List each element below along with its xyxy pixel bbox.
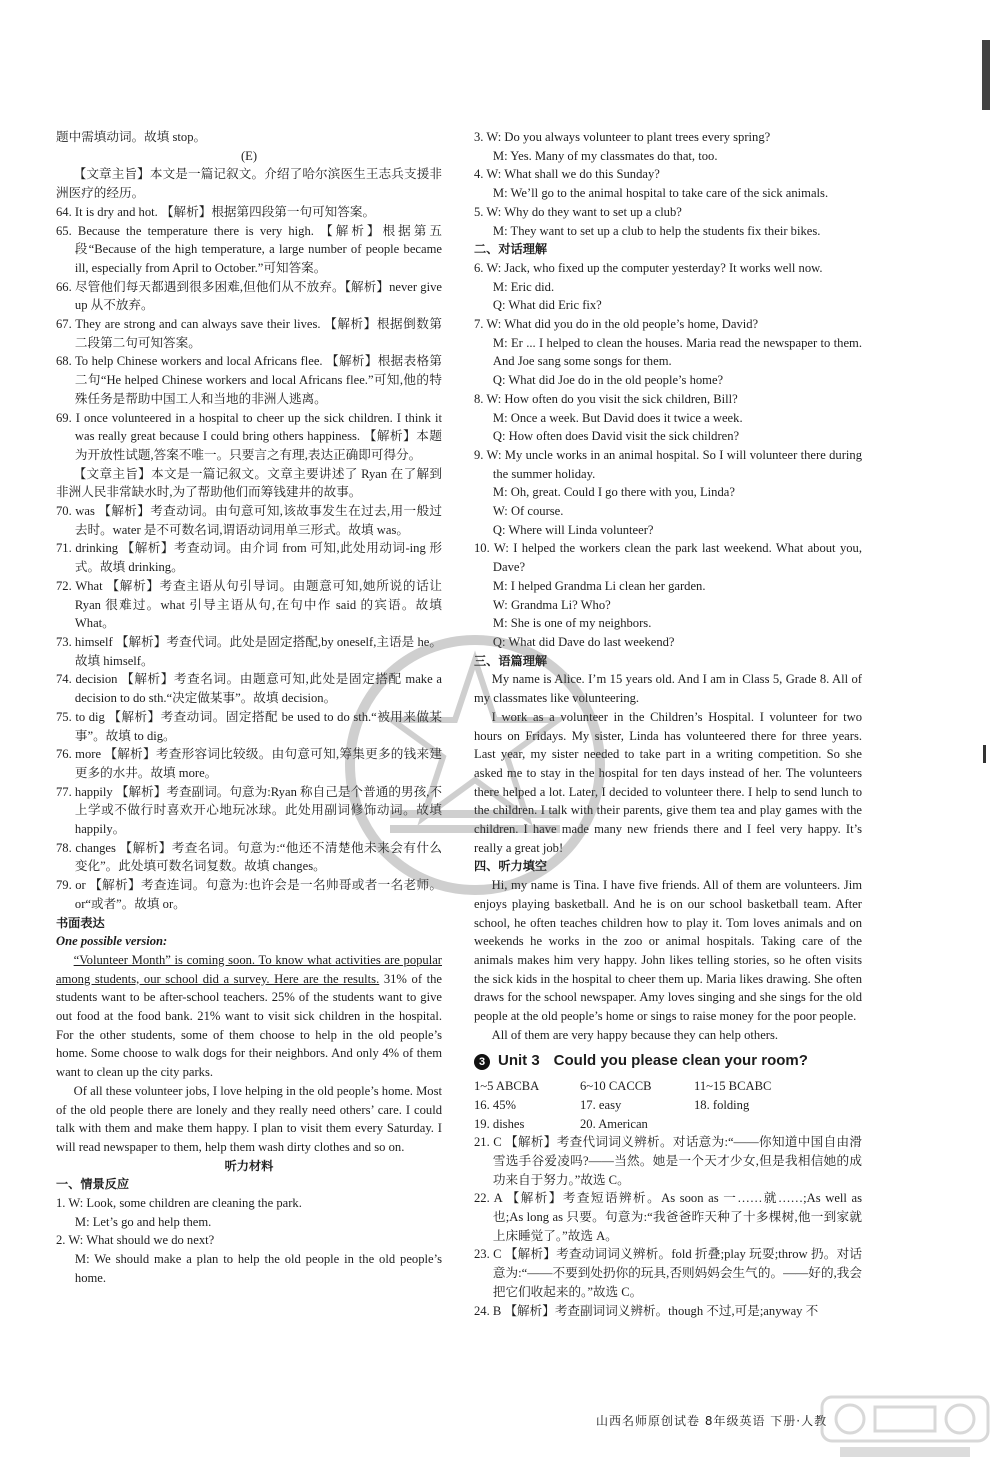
text-line: Q: What did Joe do in the old people’s home?	[492, 373, 724, 388]
text-line: Hi, my name is Tina. I have five friends. All of them are volunteers. Jim enjoys playing basketball. And he is on our school basketball team. After school, he often teaches children how to play it. Tom loves animals and on weekends he works in the zoo or animal hospitals. Taking care of the animals makes him very happy. John likes telling stories, so he often visits the sick kids in the hospital to cheer them up. Maria likes drawing. She often draws for the school newspaper. Amy loves singing and she sings for the old people at the old people’s home or sings to raise money for the poor people.	[474, 878, 862, 1024]
text-line: 3. W: Do you always volunteer to plant trees every spring?	[474, 130, 771, 144]
answer-cell: 17. easy	[580, 1097, 622, 1112]
text-line: 21. C 【解析】考查代词词义辨析。对话意为:“——你知道中国自由滑雪选手谷爱凌吗?——当然。她是一个天才少女,但是我相信她的成功来自于努力。”故选 C。	[474, 1135, 862, 1187]
text-line: 73. himself 【解析】考查代词。此处是固定搭配,by oneself,主语是 he。故填 himself。	[56, 634, 442, 668]
text-line: I work as a volunteer in the Children’s Hospital. I volunteer for two hours on Fridays. My sister, Linda has volunteered there for three years. Last year, my sister needed to take part in a writing competition. So she asked me to stay in the hospital for ten days instead of her. The volunteers there helped a lot. Later, I decided to volunteer there. I help to send lunch to the children. I talk with their parents, give them tea and play games with the children. I have made many new friends there and I feel very happy. It’s really a great job!	[474, 709, 862, 855]
text-line: Q: Where will Linda volunteer?	[492, 522, 654, 537]
text-line: 77. happily 【解析】考查副词。句意为:Ryan 称自己是个普通的男孩,不上学或不做行时喜欢开心地玩冰球。此处用副词修饰动词。故填 happily。	[56, 784, 442, 837]
text-line: M: They want to set up a club to help the students fix their bikes.	[492, 223, 821, 238]
text-line: All of them are very happy because they can help others.	[491, 1027, 779, 1042]
text-line: 22. A 【解析】考查短语辨析。As soon as 一……就……;As well as 也;As long as 只要。句意为:“我爸爸昨天种了十多棵树,他一到家就上床睡觉了。”故选 A。	[474, 1191, 862, 1243]
text-line: 74. decision 【解析】考查名词。由题意可知,此处是固定搭配 make a decision to do sth.“决定做某事”。故填 decision。	[56, 672, 442, 706]
text-line: 6. W: Jack, who fixed up the computer yesterday? It works well now.	[474, 260, 823, 275]
answer-cell	[694, 1115, 814, 1134]
text-line: 24. B 【解析】考查副词词义辨析。though 不过,可是;anyway 不	[474, 1303, 819, 1318]
text-line: 76. more 【解析】考查形容词比较级。由句意可知,筹集更多的钱来建更多的水井。故填 more。	[56, 747, 442, 780]
unit-title: Could you please clean your room?	[553, 1052, 808, 1070]
text-line: M: We’ll go to the animal hospital to take care of the sick animals.	[492, 186, 829, 201]
answer-cell: 20. American	[580, 1116, 648, 1131]
text-line: 67. They are strong and can always save their lives. 【解析】根据倒数第二段第二句可知答案。	[56, 317, 442, 350]
text-line: My name is Alice. I’m 15 years old. And I am in Class 5, Grade 8. All of my classmates like volunteering.	[474, 672, 862, 706]
text-line: 72. What 【解析】考查主语从句引导词。由题意可知,她所说的话让 Ryan 很难过。what 引导主语从句,在句中作 said 的宾语。故填 What。	[56, 578, 442, 631]
text-line: W: Grandma Li? Who?	[492, 597, 611, 612]
text-line: M: I helped Grandma Li clean her garden.	[492, 578, 706, 593]
text-line: Q: How often does David visit the sick children?	[492, 429, 740, 444]
text-line: M: Yes. Many of my classmates do that, too.	[492, 148, 718, 163]
text-line: 【文章主旨】本文是一篇记叙文。介绍了哈尔滨医生王志兵支援非洲医疗的经历。	[56, 167, 442, 201]
answer-row	[474, 1115, 862, 1134]
text-line: 23. C 【解析】考查动词词义辨析。fold 折叠;play 玩耍;throw 扔。对话意为:“——不要到处扔你的玩具,否则妈妈会生气的。——好的,我会把它们收起来的。”故选 C。	[474, 1247, 862, 1299]
scan-edge-mark	[982, 40, 990, 110]
text-line: Q: What did Eric fix?	[492, 298, 602, 313]
text-line: 书面表达	[56, 915, 105, 930]
unit-name: Unit 3	[498, 1052, 540, 1070]
text-line: 【文章主旨】本文是一篇记叙文。文章主要讲述了 Ryan 在了解到非洲人民非常缺水时,为了帮助他们而筹钱建井的故事。	[56, 466, 442, 500]
answer-cell: 1~5 ABCBA	[474, 1079, 540, 1094]
text-line: 71. drinking 【解析】考查动词。由介词 from 可知,此处用动词-ing 形式。故填 drinking。	[56, 541, 442, 575]
text-line: Of all these volunteer jobs, I love helping in the old people’s home. Most of the old people there are lonely and they really need others’ care. I could talk with them and make them happy. I plan to visit them every Saturday. I will read newspaper to them, help them wash dirty clothes and so on.	[56, 1083, 442, 1154]
answer-row	[474, 1096, 862, 1115]
left-column	[56, 128, 442, 1288]
answer-cell: 18. folding	[694, 1097, 750, 1112]
unit-heading	[474, 1052, 862, 1071]
text-line: 66. 尽管他们每天都遇到很多困难,但他们从不放弃。【解析】never give up 从不放弃。	[56, 279, 442, 313]
text-line: W: Of course.	[492, 504, 564, 519]
text-line: 二、对话理解	[474, 242, 548, 257]
text-line: 听力材料	[224, 1158, 274, 1173]
text-line: 四、听力填空	[474, 859, 548, 874]
text-line: 79. or 【解析】考查连词。句意为:也许会是一名帅哥或者一名老师。or“或者”。故填 or。	[56, 878, 442, 911]
text-line: One possible version:	[56, 934, 168, 949]
text-line: M: Eric did.	[492, 279, 555, 294]
text-line: 65. Because the temperature there is very high. 【解析】根据第五段“Because of the high temperature, a large number of people became ill, especially from April to October.”可知答案。	[56, 223, 442, 275]
text-line: (E)	[240, 148, 258, 163]
text-line: M: We should make a plan to help the old people in the old people’s home.	[74, 1252, 442, 1285]
text-line: M: She is one of my neighbors.	[492, 616, 652, 631]
unit-number-badge: 3	[474, 1054, 490, 1070]
text-line: 69. I once volunteered in a hospital to cheer up the sick children. I think it was really great because I could bring others happiness. 【解析】本题为开放性试题,答案不唯一。只要言之有理,表达正确即可得分。	[56, 410, 442, 462]
answer-grid	[474, 1077, 862, 1133]
text-line: 题中需填动词。故填 stop。	[56, 130, 207, 144]
text-line: M: Once a week. But David does it twice a week.	[492, 410, 743, 425]
answer-cell: 16. 45%	[474, 1097, 516, 1112]
text-line: 75. to dig 【解析】考查动词。固定搭配 be used to do sth.“被用来做某事”。故填 to dig。	[56, 709, 442, 743]
text-line: 70. was 【解析】考查动词。由句意可知,该故事发生在过去,用一般过去时。water 是不可数名词,谓语动词用单三形式。故填 was。	[56, 504, 442, 537]
text-line: “Volunteer Month” is coming soon. To know what activities are popular among students, our school did a survey. Here are the results. 31% of the students want to be after-school teachers. 25% of the students want to give out food at the food bank. 21% want to visit sick children in the hospital. For the other students, some of them choose to help in the old people’s home. Some choose to walk dogs for their neighbors. And only 4% of them want to clean up the city parks.	[56, 952, 442, 1080]
text-line: 7. W: What did you do in the old people’s home, David?	[474, 317, 759, 332]
answer-cell: 19. dishes	[474, 1116, 525, 1131]
text-line: 68. To help Chinese workers and local Africans flee. 【解析】根据表格第二句“He helped Chinese workers and local Africans flee.”可知,他的特殊任务是帮助中国工人和当地的非洲人逃离。	[56, 354, 442, 406]
text-line: 8. W: How often do you visit the sick children, Bill?	[474, 391, 738, 406]
text-line: 4. W: What shall we do this Sunday?	[474, 167, 660, 182]
scan-tick-mark	[983, 745, 986, 763]
text-line: 一、情景反应	[56, 1177, 130, 1192]
text-line: Q: What did Dave do last weekend?	[492, 634, 675, 649]
text-line: M: Let’s go and help them.	[74, 1214, 212, 1229]
answer-cell: 11~15 BCABC	[694, 1079, 772, 1094]
text-line: M: Er ... I helped to clean the houses. Maria read the newspaper to them. And Joe sang some songs for them.	[492, 335, 862, 369]
text-line: 1. W: Look, some children are cleaning the park.	[56, 1196, 302, 1211]
right-column	[474, 128, 862, 1320]
page-footer: 山西名师原创试卷 8年级英语 下册·人教	[596, 1414, 828, 1428]
text-line: 64. It is dry and hot. 【解析】根据第四段第一句可知答案。	[56, 204, 376, 219]
text-line: 5. W: Why do they want to set up a club?	[474, 204, 682, 219]
answer-row	[474, 1077, 862, 1096]
text-line: M: Oh, great. Could I go there with you, Linda?	[492, 485, 735, 500]
text-line: 2. W: What should we do next?	[56, 1233, 215, 1248]
text-line: 78. changes 【解析】考查名词。句意为:“他还不清楚他未来会有什么变化”。此处填可数名词复数。故填 changes。	[56, 840, 442, 874]
answer-cell: 6~10 CACCB	[580, 1079, 652, 1094]
right-column-listening	[474, 128, 862, 1044]
corner-logo-watermark	[820, 1395, 990, 1461]
right-column-explanations	[474, 1133, 862, 1320]
text-line: 10. W: I helped the workers clean the park last weekend. What about you, Dave?	[474, 541, 862, 575]
text-line: 9. W: My uncle works in an animal hospital. So I will volunteer there during the summer holiday.	[474, 447, 862, 481]
text-line: 三、语篇理解	[474, 653, 548, 668]
